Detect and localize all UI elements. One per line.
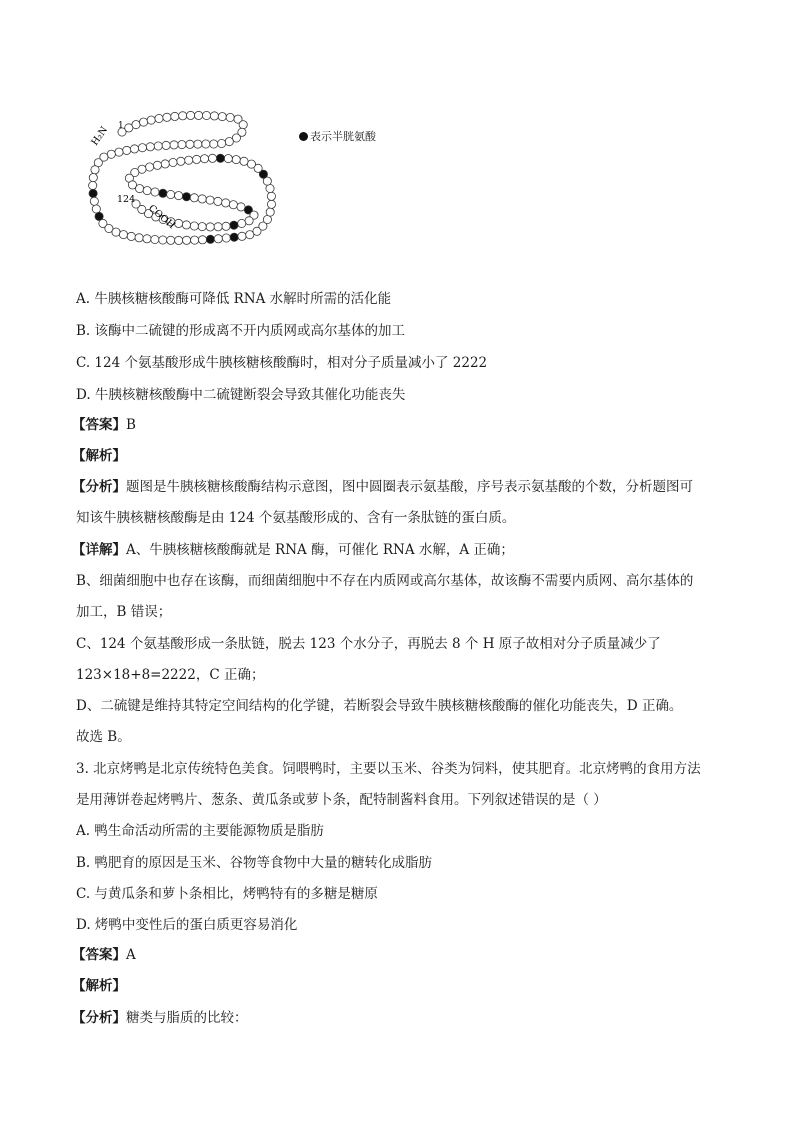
q3-option-d: D. 烤鸭中变性后的蛋白质更容易消化 [76,917,298,933]
amino-acid-residue [130,145,138,153]
q2-xiangjie-b-line-1: B、细菌细胞中也存在该酶，而细菌细胞中不存在内质网或高尔基体，故该酶不需要内质网、高尔基体的 [76,573,694,589]
amino-acid-residue [167,236,175,244]
amino-acid-residue [155,114,163,122]
q2-option-d: D. 牛胰核糖核酸酶中二硫键断裂会导致其催化功能丧失 [76,387,406,403]
amino-acid-residue [263,215,271,223]
amino-acid-residue [247,160,255,168]
amino-acid-residue [146,163,154,171]
amino-acid-residue [214,235,222,243]
cysteine-residue [89,189,97,197]
amino-acid-residue [232,156,240,164]
amino-acid-residue [195,111,203,119]
amino-acid-residue [198,236,206,244]
cysteine-residue [206,235,214,243]
q2-answer [72,416,136,434]
amino-acid-residue [238,219,246,227]
amino-acid-residue [191,236,199,244]
end-index-label: 124 [117,194,136,205]
amino-acid-residue [178,141,186,149]
amino-acid-residue [198,223,206,231]
amino-acid-residue [237,203,245,211]
amino-acid-residue [143,187,151,195]
cysteine-residue [159,189,167,197]
analysis-tag: 【解析】 [72,978,126,994]
cysteine-residue [230,221,238,229]
q2-option-c: C. 124 个氨基酸形成牛胰核糖核酸酶时，相对分子质量减小了 2222 [76,355,488,371]
amino-acid-residue [179,112,187,120]
amino-acid-residue [267,192,275,200]
amino-acid-residue [183,236,191,244]
amino-acid-residue [245,217,253,225]
amino-acid-residue [140,118,148,126]
amino-acid-residue [151,188,159,196]
amino-acid-residue [222,199,230,207]
amino-acid-residue [151,235,159,243]
amino-acid-residue [208,154,216,162]
c-terminus-label: COOH [146,202,177,232]
amino-acid-residue [89,181,97,189]
amino-acid-residue [239,121,247,129]
amino-acid-residue [112,228,120,236]
amino-acid-residue [266,208,274,216]
cysteine-residue [216,154,224,162]
amino-acid-residue [119,231,127,239]
amino-acid-residue [171,112,179,120]
amino-acid-residue [127,232,135,240]
q2-xiangjie-c-line-2: 123×18+8=2222，C 正确； [76,667,265,683]
amino-acid-residue [214,197,222,205]
amino-acid-residue [159,236,167,244]
amino-acid-residue [202,140,210,148]
xiangjie-a-text: A、牛胰核糖核酸酶就是 RNA 酶，可催化 RNA 水解，A 正确； [126,542,514,558]
amino-acid-residue [187,111,195,119]
figure-legend [299,128,376,144]
q2-xiangjie-a [72,541,514,559]
amino-acid-residue [224,155,232,163]
amino-acid-residue [202,111,210,119]
cysteine-residue [182,193,190,201]
amino-acid-residue [267,200,275,208]
amino-acid-residue [214,223,222,231]
amino-acid-residue [167,190,175,198]
q2-xiangjie-d: D、二硫键是维持其特定空间结构的化学键，若断裂会导致牛胰核糖核酸酶的催化功能丧失，D 正确。 [76,698,683,714]
amino-acid-residue [218,113,226,121]
amino-acid-residue [225,138,233,146]
amino-acid-residue [226,113,234,121]
q2-option-b: B. 该酶中二硫键的形成离不开内质网或高尔基体的加工 [76,323,406,339]
q2-fenxi-line-2: 知该牛胰核糖核酸酶是由 124 个氨基酸形成的、含有一条肽链的蛋白质。 [76,510,516,526]
amino-acid-residue [91,166,99,174]
amino-acid-residue [146,143,154,151]
amino-acid-residue [161,160,169,168]
protein-structure-diagram [84,104,294,254]
amino-acid-residue [169,158,177,166]
amino-acid-residue [89,174,97,182]
amino-acid-residue [92,205,100,213]
q3-answer [72,946,136,964]
amino-acid-residue [218,139,226,147]
amino-acid-residue [238,232,246,240]
cysteine-residue [230,233,238,241]
amino-acid-residue [115,148,123,156]
amino-acid-residue [163,113,171,121]
q3-option-c: C. 与黄瓜条和萝卜条相比，烤鸭特有的多糖是糖原 [76,886,378,902]
fenxi-text: 糖类与脂质的比较： [126,1010,248,1026]
amino-acid-residue [175,192,183,200]
start-index-label: 1 [118,121,124,131]
amino-acid-residue [222,222,230,230]
q3-stem-line-1: 3. 北京烤鸭是北京传统特色美食。饲喂鸭时，主要以玉米、谷类为饲料，使其肥育。北京烤鸭的食用方法 [76,761,701,777]
q2-analysis-heading [72,447,126,465]
answer-value: B [126,417,136,433]
answer-tag: 【答案】 [72,417,126,433]
q2-xiangjie-c-line-1: C、124 个氨基酸形成一条肽链，脱去 123 个水分子，再脱去 8 个 H 原子故相对分子质量减少了 [76,636,661,652]
q3-option-b: B. 鸭肥育的原因是玉米、谷物等食物中大量的糖转化成脂肪 [76,855,433,871]
answer-value: A [126,947,136,963]
n-terminus-label: H₂N [89,124,111,148]
amino-acid-residue [107,150,115,158]
amino-acid-residue [182,221,190,229]
amino-acid-residue [132,121,140,129]
q2-fenxi-line-1 [72,478,693,496]
fenxi-tag: 【分析】 [72,479,126,495]
amino-acid-residue [200,155,208,163]
amino-acid-residue [135,234,143,242]
amino-acid-residue [229,201,237,209]
analysis-tag: 【解析】 [72,448,126,464]
polypeptide-chain [89,111,276,244]
q3-analysis-heading [72,977,126,995]
q3-fenxi-line-1 [72,1009,248,1027]
amino-acid-residue [162,141,170,149]
amino-acid-residue [198,195,206,203]
amino-acid-residue [136,185,144,193]
amino-acid-residue [190,222,198,230]
amino-acid-residue [222,234,230,242]
amino-acid-residue [194,140,202,148]
amino-acid-residue [90,197,98,205]
amino-acid-residue [177,157,185,165]
amino-acid-residue [210,112,218,120]
amino-acid-residue [147,116,155,124]
q3-option-a: A. 鸭生命活动所需的主要能源物质是脂肪 [76,823,324,839]
fenxi-text: 题图是牛胰核糖核酸酶结构示意图，图中圆圈表示氨基酸，序号表示氨基酸的个数，分析题图可 [126,479,693,495]
q2-option-a: A. 牛胰核糖核酸酶可降低 RNA 水解时所需的活化能 [76,291,392,307]
amino-acid-residue [186,140,194,148]
legend-text: 表示半胱氨酸 [310,130,376,143]
amino-acid-residue [154,142,162,150]
answer-tag: 【答案】 [72,947,126,963]
amino-acid-residue [193,155,201,163]
amino-acid-residue [240,157,248,165]
amino-acid-residue [123,146,131,154]
amino-acid-residue [175,236,183,244]
amino-acid-residue [190,194,198,202]
amino-acid-residue [153,161,161,169]
amino-acid-residue [138,144,146,152]
xiangjie-tag: 【详解】 [72,542,126,558]
amino-acid-residue [266,184,274,192]
amino-acid-residue [206,223,214,231]
q3-stem-line-2: 是用薄饼卷起烤鸭片、葱条、黄瓜条或萝卜条，配特制酱料食用。下列叙述错误的是（ ） [76,792,607,808]
fenxi-tag: 【分析】 [72,1010,126,1026]
q2-conclusion: 故选 B。 [76,729,131,745]
amino-acid-residue [185,156,193,164]
amino-acid-residue [210,140,218,148]
amino-acid-residue [170,141,178,149]
cysteine-dot-icon [299,132,308,141]
amino-acid-residue [143,235,151,243]
q2-xiangjie-b-line-2: 加工，B 错误； [76,604,172,620]
amino-acid-residue [206,196,214,204]
